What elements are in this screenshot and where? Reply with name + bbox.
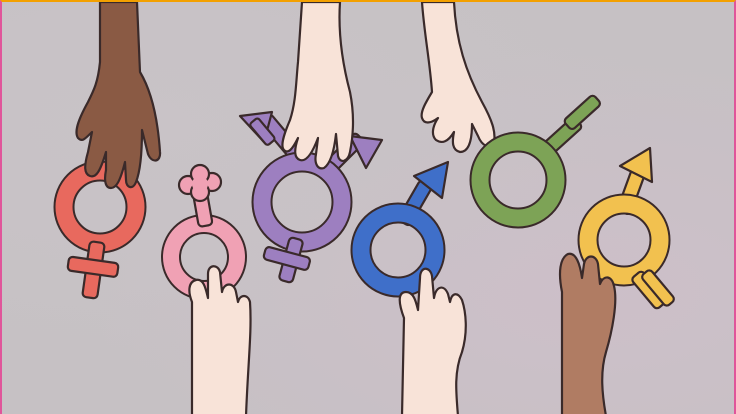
hand-light-bottom-left-icon	[189, 266, 250, 414]
male-symbol-blue-icon	[361, 162, 448, 287]
hand-light-top-center-icon	[282, 2, 353, 168]
hand-light-top-right-icon	[422, 2, 495, 152]
female-symbol-red-icon	[64, 171, 136, 299]
hand-dark-top-icon	[76, 2, 160, 188]
hand-tan-bottom-right-icon	[560, 254, 615, 414]
male-symbol-green-icon	[480, 94, 602, 218]
female-symbol-pink-icon	[171, 165, 237, 290]
